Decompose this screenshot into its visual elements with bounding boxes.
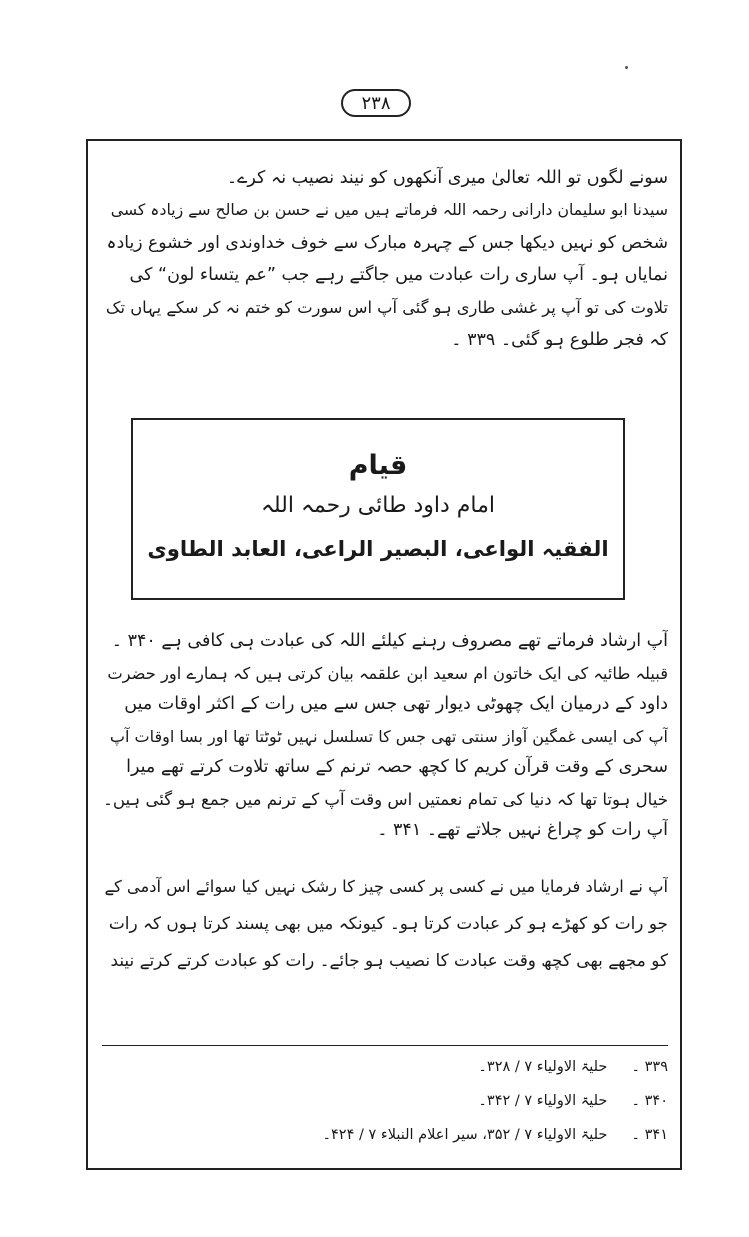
text-line: شخص کو نہیں دیکھا جس کے چہرہ مبارک سے خوف خداوندی اور خشوع زیادہ	[106, 232, 668, 253]
footnote-number: ۳۴۱ ۔	[631, 1127, 668, 1143]
section-epithets: الفقیہ الواعی، البصیر الراعی، العابد الطاوی	[147, 536, 609, 561]
text-line: سیدنا ابو سلیمان دارانی رحمہ اللہ فرماتے ہیں میں نے حسن بن صالح سے زیادہ کسی	[110, 200, 668, 220]
text-line: تلاوت کی تو آپ پر غشی طاری ہو گئی آپ اس سورت کو ختم نہ کر سکے یہاں تک	[105, 297, 668, 317]
text-line: آپ نے ارشاد فرمایا میں نے کسی پر کسی چیز کا رشک نہیں کیا سوائے اس آدمی کے	[104, 877, 668, 896]
footnote-number: ۳۴۰ ۔	[631, 1093, 668, 1109]
footnote-text: حلیۃ الاولیاء ۷ / ۳۲۸۔	[478, 1059, 608, 1075]
footnote-number: ۳۳۹ ۔	[631, 1059, 668, 1075]
footnote-item	[102, 1118, 668, 1152]
footnote-item	[102, 1084, 668, 1118]
text-line: سونے لگوں تو اللہ تعالیٰ میری آنکھوں کو نیند نصیب نہ کرے۔	[226, 168, 668, 188]
footnote-text: حلیۃ الاولیاء ۷ / ۳۴۲۔	[478, 1093, 608, 1109]
footnote-divider	[102, 1045, 668, 1046]
section-title-box	[131, 418, 625, 600]
paragraph-envy-saying	[102, 868, 668, 979]
text-line: خیال ہوتا تھا کہ دنیا کی تمام نعمتیں اس وقت آپ کے ترنم میں جمع ہو گئی ہیں۔	[103, 789, 668, 809]
scan-speck	[625, 66, 628, 69]
text-line: کو مجھے بھی کچھ وقت عبادت کا نصیب ہو جائے۔ رات کو عبادت کرتے کرتے نیند	[110, 950, 668, 970]
text-line: سحری کے وقت قرآن کریم کا کچھ حصہ ترنم کے ساتھ تلاوت کرتے تھے میرا	[126, 757, 668, 777]
text-line: آپ ارشاد فرماتے تھے مصروف رہنے کیلئے اللہ کی عبادت ہی کافی ہے ۳۴۰ ۔	[111, 631, 668, 651]
text-line: آپ رات کو چراغ نہیں جلاتے تھے۔ ۳۴۱ ۔	[377, 820, 668, 840]
page-number: ۲۳۸	[341, 89, 411, 117]
text-line: قبیلہ طائیہ کی ایک خاتون ام سعید ابن علقمہ بیان کرتی ہیں کہ ہمارے اور حضرت	[107, 663, 668, 683]
footnote-text: حلیۃ الاولیاء ۷ / ۳۵۲، سیر اعلام النبلاء ۷ / ۴۲۴۔	[322, 1127, 608, 1143]
footnotes	[102, 1050, 668, 1152]
section-heading: قیام	[348, 450, 408, 481]
text-line: آپ کی ایسی غمگین آواز سنتی تھی جس کا تسلسل نہیں ٹوٹتا تھا اور بسا اوقات آپ	[109, 726, 668, 746]
section-subject: امام داود طائی رحمہ اللہ	[260, 493, 496, 518]
paragraph-dawud-tai	[102, 626, 668, 847]
paragraph-hasan-bin-salih	[102, 162, 668, 356]
footnote-item	[102, 1050, 668, 1084]
text-line: داود کے درمیان ایک چھوٹی دیوار تھی جس سے میں رات کے اکثر اوقات میں	[124, 694, 668, 714]
text-line: جو رات کو کھڑے ہو کر عبادت کرتا ہو۔ کیونکہ میں بھی پسند کرتا ہوں کہ رات	[108, 913, 668, 933]
text-line: نمایاں ہو۔ آپ ساری رات عبادت میں جاگتے رہے جب ”عم یتساء لون“ کی	[129, 265, 668, 286]
text-line: کہ فجر طلوع ہو گئی۔ ۳۳۹ ۔	[451, 330, 668, 351]
